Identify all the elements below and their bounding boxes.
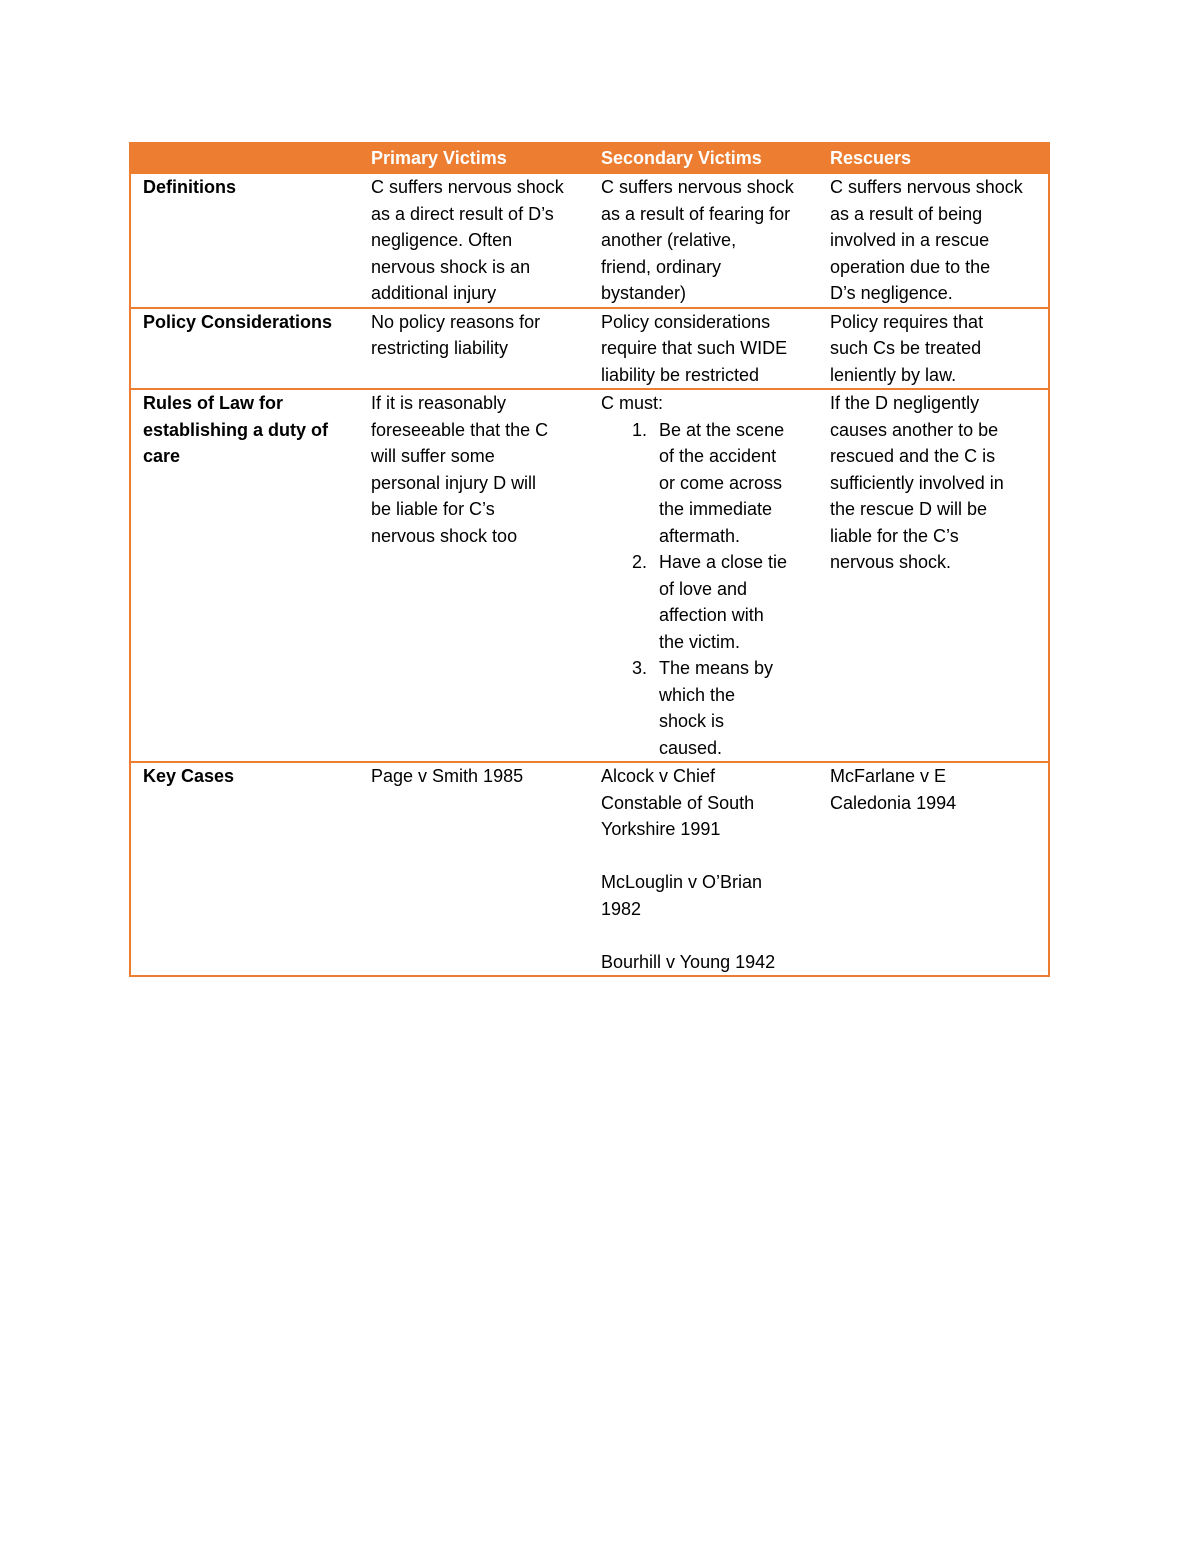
text-line: as a direct result of D’s [371,203,554,224]
header-secondary-victims: Secondary Victims [589,143,818,173]
text-line: Policy requires that [830,311,984,332]
list-number: 3. [631,658,647,678]
text-line: nervous shock too [371,525,518,546]
list-item-text [659,655,773,761]
cell-definitions-rescuers [818,173,1049,308]
text-line: be liable for C’s [371,499,495,519]
text-line: additional injury [371,283,497,303]
cell-cases-secondary [589,762,818,976]
text-line: of the accident [659,446,777,466]
text-line: The means by [659,658,774,678]
cell-policy-secondary [589,308,818,390]
row-label-policy: Policy Considerations [130,308,359,390]
list-number: 2. [631,552,647,572]
list-number: 1. [631,419,647,440]
text-line: will suffer some [371,446,495,466]
text-line: nervous shock. [830,552,952,572]
header-primary-victims: Primary Victims [359,143,589,173]
header-rescuers: Rescuers [818,143,1049,173]
cell-cases-rescuers [818,762,1049,976]
text-line: Policy considerations [601,311,771,332]
cell-cases-primary [359,762,589,976]
case-citation: Bourhill v Young 1942 [601,951,776,972]
text-line: aftermath. [659,525,741,546]
header-row [130,143,1049,173]
row-key-cases [130,762,1049,976]
text-line: liability be restricted [601,364,760,385]
cell-policy-rescuers [818,308,1049,390]
row-definitions [130,173,1049,308]
cell-policy-primary [359,308,589,390]
blank-line [601,922,813,949]
case-citation: Page v Smith 1985 [371,766,524,786]
case-citation: Alcock v Chief [601,766,716,786]
text-line: as a result of fearing for [601,203,791,224]
text-line: the victim. [659,631,741,652]
case-citation: 1982 [601,898,642,919]
text-line: operation due to the [830,256,991,277]
text-line: friend, ordinary [601,256,722,277]
cell-rules-primary [359,389,589,762]
row-rules-of-law [130,389,1049,762]
row-label-key-cases: Key Cases [130,762,359,976]
text-line: the rescue D will be [830,499,988,519]
text-line: establishing a duty of [143,419,329,440]
text-line: care [143,446,181,466]
text-line: the immediate [659,499,773,519]
row-policy-considerations [130,308,1049,390]
text-line: which the [659,684,736,705]
text-line: No policy reasons for [371,311,541,332]
text-line: If the D negligently [830,393,980,413]
text-line: causes another to be [830,419,999,440]
text-line: liable for the C’s [830,525,959,546]
text-line: leniently by law. [830,364,957,385]
text-line: If it is reasonably [371,393,507,413]
text-line: shock is [659,711,725,731]
cell-rules-secondary [589,389,818,762]
header-corner [130,143,359,173]
text-line: caused. [659,737,723,758]
text-line: as a result of being [830,203,983,224]
list-item [601,417,813,550]
cell-definitions-secondary [589,173,818,308]
text-line: another (relative, [601,230,737,250]
text-line: C suffers nervous shock [371,177,564,197]
text-line: Have a close tie [659,552,788,572]
list-item [601,655,813,761]
text-line: require that such WIDE [601,338,788,358]
case-citation: McFarlane v E [830,766,947,786]
text-line: bystander) [601,283,687,303]
text-line: Rules of Law for [143,393,284,413]
text-line: involved in a rescue [830,230,990,250]
text-line: such Cs be treated [830,338,982,358]
case-citation: McLouglin v O’Brian [601,872,763,892]
text-line: nervous shock is an [371,256,531,277]
case-citation: Caledonia 1994 [830,792,957,813]
list-item-text [659,417,784,550]
cell-rules-rescuers [818,389,1049,762]
row-label-rules [130,389,359,762]
text-line: negligence. Often [371,230,513,250]
text-line: personal injury D will [371,472,537,493]
text-line: or come across [659,472,783,493]
text-line: sufficiently involved in [830,472,1004,493]
requirements-list [601,417,813,762]
row-label-definitions: Definitions [130,173,359,308]
blank-line [601,843,813,870]
text-line: C suffers nervous shock [830,177,1023,197]
text-line: restricting liability [371,338,509,358]
text-line: of love and [659,578,748,599]
cell-definitions-primary [359,173,589,308]
text-line: foreseeable that the C [371,419,549,440]
text-line: D’s negligence. [830,283,953,303]
list-item [601,549,813,655]
text-line: C must: [601,393,664,413]
list-item-text [659,549,787,655]
comparison-table [129,142,1050,977]
case-citation: Yorkshire 1991 [601,819,721,839]
text-line: C suffers nervous shock [601,177,794,197]
text-line: rescued and the C is [830,446,996,466]
case-citation: Constable of South [601,792,755,813]
text-line: affection with [659,605,764,625]
text-line: Be at the scene [659,419,785,440]
